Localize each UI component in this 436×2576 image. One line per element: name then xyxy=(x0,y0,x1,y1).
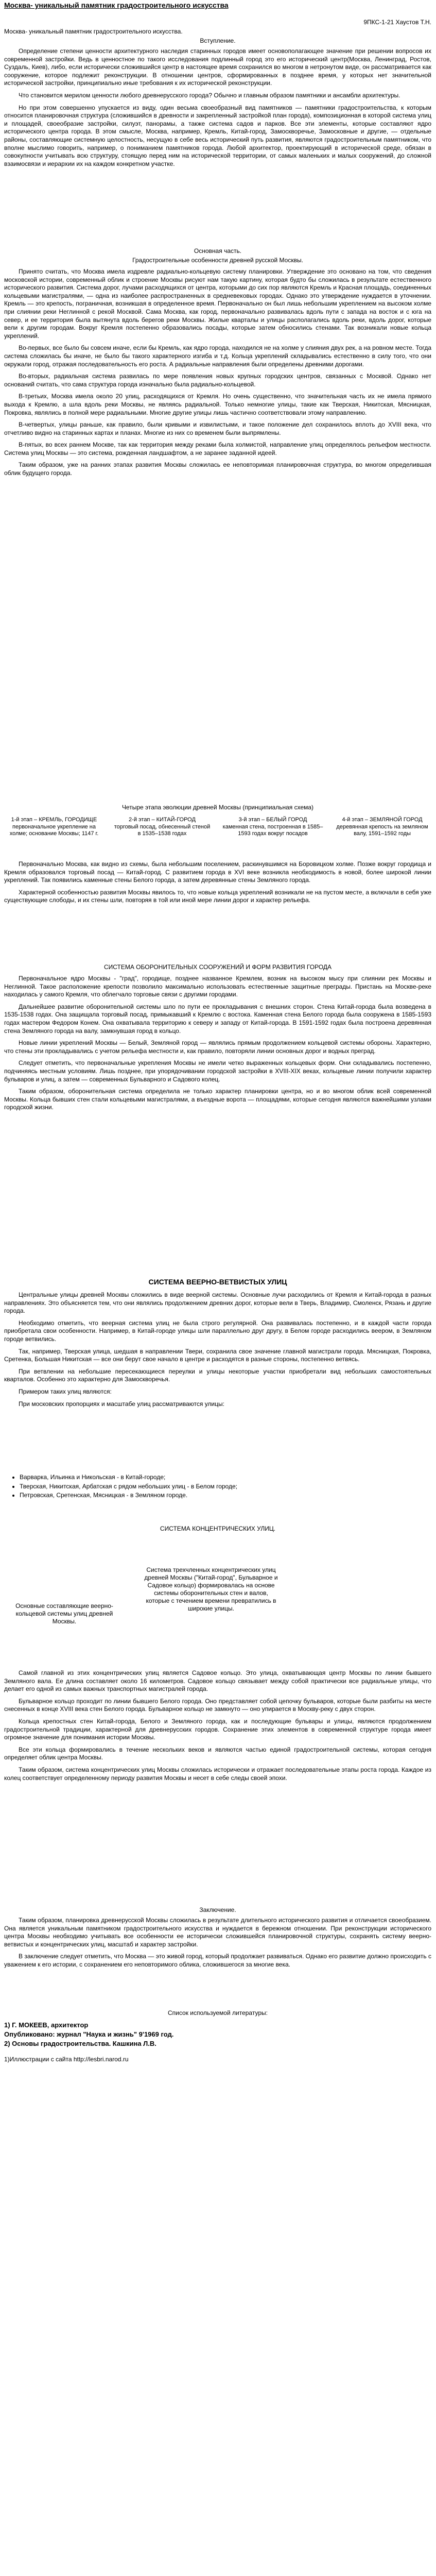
intro-paragraph: Но при этом совершенно упускается из виду, один весьма своеобразный вид памятников — памятники градостроительства, к которым относится планировочная структура (сложившийся в древности и закрепленный застройкой план города), композиционная в которой система улиц и площадей, своеобразие застройки, силуэт, панорамы, а также система садов и парков. Все эти элементы, которые составляют ядро исторического центра города. В этом смысле, Москва, например, Кремль, Китай-город, Замоскворечье, Замосковные и другие, — отдельные районы, составляющие системную целостность, несущую в себе весь исторический путь развития, являются градостроительным памятником, что вполне мыслимо говорить, например, о пониманием памятников города. Любой архитектор, проектирующий в исторической среде, обязан в совокупности учитывать всю структуру, стоящую перед ним на исторической территории, от самых маленьких и малых сооружений, до сложной взаимосвязи и иерархии их на каждом конкретном участке. xyxy=(4,104,431,167)
radial-paragraph: Необходимо отметить, что веерная система улиц не была строго регулярной. Она развивалась постепенно, и в каждой части города приобретала свои особенности. Например, в Китай-городе улицы шли параллельно друг другу, в Белом городе расходились веером, в Земляном городе ветвились. xyxy=(4,1319,431,1343)
intro-heading: Вступление. xyxy=(200,37,236,44)
reference-2: 2) Основы градостроительства. Кашкина Л.В. xyxy=(4,2040,156,2047)
concentric-left-label: Основные составляющие веерно-кольцевой системы улиц древней Москвы. xyxy=(15,1602,113,1625)
reference-1: 1) Г. МОКЕЕВ, архитектор xyxy=(4,2021,89,2029)
conclusion-body xyxy=(4,1917,431,1973)
concentric-paragraph: Таким образом, система концентрических улиц Москвы сложилась исторически и отражает последовательные этапы роста города. Каждое из колец соответствует определенному периоду развития Москвы и несет в себе следы своей эпохи. xyxy=(4,1766,431,1782)
main-paragraph: Принято считать, что Москва имела издревле радиально-кольцевую систему планировки. Утверждение это основано на том, что сведения московской истории, современный облик и строение Москвы рисуют нам такую картину, которая будто бы сложилась в результате естественного исторического развития. Система дорог, лучами расходящихся от центра, которыми до сих пор являются Кремль и Красная площадь, соединенных кольцевыми магистралями, — одна из наиболее распространенных в средневековых городах. Однако это утверждение нуждается в уточнении. Кремль — это крепость, пограничная, возникшая в определенное время. Первоначально он был лишь небольшим укреплением на высоком холме при слиянии реки Неглинной с рекой Москвой. Сама Москва, как город, первоначально развивалась вдоль пути с запада на восток и с юга на север, и ее территория была вытянута вдоль берегов реки Москвы. Жилые кварталы и улицы располагались вдоль реки, вдоль дорог, которые вели к другим городам. Вокруг Кремля постепенно образовались посады, которые затем обносились стенами. Так возникали новые кольца укреплений. xyxy=(4,268,431,340)
radial-paragraph: Так, например, Тверская улица, шедшая в направлении Твери, сохранила свое значение главной магистрали города. Мясницкая, Покровка, Сретенка, Большая Никитская — все они берут свое начало в центре и расходятся в разные стороны, постепенно ветвясь. xyxy=(4,1347,431,1363)
evolution-heading: Четыре этапа эволюции древней Москвы (принципиальная схема) xyxy=(121,804,314,811)
radial-paragraph: Центральные улицы древней Москвы сложились в виде веерной системы. Основные лучи расходились от Кремля и Китай-города в разных направлениях. Это объясняется тем, что они являлись продолжением древних дорог, которые вели в Тверь, Владимир, Смоленск, Рязань и другие города. xyxy=(4,1291,431,1315)
intro-body xyxy=(4,47,431,172)
stage-name: 1-й этап – КРЕМЛЬ, ГОРОДИЩЕ xyxy=(11,817,97,823)
evolution-paragraph: Характерной особенностью развития Москвы явилось то, что новые кольца укреплений возникали не на пустом месте, а включали в себя уже существующие слободы, и их стены шли, повторяя в той или иной мере линии дорог и характер рельефа. xyxy=(4,888,431,904)
list-item: • Тверская, Никитская, Арбатская с рядом небольших улиц - в Белом городе; xyxy=(20,1483,431,1491)
main-paragraph: В-третьих, Москва имела около 20 улиц, расходящихся от Кремля. Но очень существенно, что значительная часть их не имела прямого выхода к Кремлю, а шла вдоль реки Москвы, не являясь радиальной. Только немногие улицы, такие как Тверская, Никитская, Мясницкая, Покровка, являлись в полной мере радиальными. Многие другие улицы лишь частично соответствовали этому направлению. xyxy=(4,393,431,416)
defense-body xyxy=(4,975,431,1116)
intro-paragraph: Что становится мерилом ценности любого древнерусского города? Обычно и главным образом памятники и ансамбли архитектуры. xyxy=(19,91,400,99)
main-paragraph: В-четвертых, улицы раньше, как правило, были кривыми и извилистыми, и такое положение дел сохранилось вплоть до XVIII века, что отчетливо видно на старинных картах и планах. Многие из них со временем были выпрямлены. xyxy=(4,421,431,436)
defense-paragraph: Новые линии укреплений Москвы — Белый, Земляной город — являлись прямым продолжением кольцевой системы обороны. Характерно, что стены эти прокладывались с учетом рельефа местности и, как правило, повторяли линии основных дорог и водных преград. xyxy=(4,1039,431,1055)
stage-desc: каменная стена, построенная в 1585–1593 годах вокруг посадов xyxy=(222,823,323,837)
radial-list xyxy=(4,1473,431,1501)
references-heading: Список используемой литературы: xyxy=(168,2009,268,2016)
doc-title: Москва- уникальный памятник градостроительного искусства xyxy=(4,1,229,9)
doc-subtitle: Москва- уникальный памятник градостроительного искусства. xyxy=(4,28,183,35)
main-paragraph: В-пятых, во всех раннем Москве, так как территория между реками была холмистой, направление улиц определялось рельефом местности. Система улиц Москвы — это система, рожденная ландшафтом, а не заранее заданной идеей. xyxy=(4,441,431,456)
intro-paragraph: Определение степени ценности архитектурного наследия старинных городов имеет основополагающее значение при решении вопросов их современной застройки. Ведь в ценностное по такого исследования подлинный город это его исторический центр(Москва, Ленинград, Ростов, Суздаль, Киев), либо, если исторически сложившийся центр в настоящее время сохранился во многом в нетронутом виде, он рассматривается как сооружение, которое подлежит реконструкции. В отношении центров, сформированных в позднее время, у которых нет значительной исторической застройки, принципиально иные требования к их исторической реконструкции. xyxy=(4,47,431,87)
stage-name: 2-й этап – КИТАЙ-ГОРОД xyxy=(129,817,196,823)
defense-paragraph: Таким образом, оборонительная система определила не только характер планировки центра, но и во многом облик всей современной Москвы. Кольца бывших стен стали кольцевыми магистралями, а въездные ворота — площадями, которые сегодня являются важнейшими узлами городской жизни. xyxy=(4,1088,431,1111)
footnote: 1)Иллюстрации с сайта http://lesbri.narod.ru xyxy=(4,2056,129,2063)
main-paragraph: Во-вторых, радиальная система развилась по мере появления новых крупных городских центров, связанных с Москвой. Однако нет оснований считать, что сама структура города изначально была радиально-кольцевой. xyxy=(4,372,431,388)
main-paragraph: Таким образом, уже на ранних этапах развития Москвы сложилась ее неповторимая планировочная структура, во многом определившая облик будущего города. xyxy=(4,461,431,477)
concentric-paragraph: Бульварное кольцо проходит по линии бывшего Белого города. Оно представляет собой цепочку бульваров, которые были разбиты на месте снесенных в конце XVIII века стен Белого города. Бульварное кольцо не замкнуто — оно упирается в Москву-реку с двух сторон. xyxy=(4,1697,431,1713)
concentric-body xyxy=(4,1669,431,1786)
stage-4 xyxy=(335,817,430,838)
defense-paragraph: Следует отметить, что первоначальные укрепления Москвы не имели четко выраженных кольцевых форм. Они складывались постепенно, подчиняясь местным условиям. Лишь позднее, при упорядочивании городской застройки в XVIII-XIX веках, кольцевые линии получили характер бульваров и улиц, а затем — современных Бульварного и Садового колец. xyxy=(4,1059,431,1083)
stage-name: 3-й этап – БЕЛЫЙ ГОРОД xyxy=(238,817,307,823)
conclusion-paragraph: В заключение следует отметить, что Москва — это живой город, который продолжает развиваться. Однако его развитие должно происходить с уважением к его истории, с сохранением его неповторимого облика, сложившегося за многие века. xyxy=(4,1953,431,1968)
radial-paragraph: При ветвлении на небольшие пересекающиеся переулки и улицы некоторые участки приобретали вид небольших самостоятельных кварталов. Особенно это характерно для Замоскворечья. xyxy=(4,1367,431,1383)
concentric-heading: СИСТЕМА КОНЦЕНТРИЧЕСКИХ УЛИЦ. xyxy=(160,1525,276,1532)
stage-desc: торговый посад, обнесенный стеной в 1535–1538 годах xyxy=(114,823,211,837)
main-heading: Основная часть. xyxy=(194,247,242,255)
main-subheading: Градостроительные особенности древней русской Москвы. xyxy=(132,257,303,264)
defense-heading: СИСТЕМА ОБОРОНИТЕЛЬНЫХ СООРУЖЕНИЙ И ФОРМ РАЗВИТИЯ ГОРОДА xyxy=(103,963,332,971)
stage-desc: деревянная крепость на земляном валу, 1591–1592 годы xyxy=(336,823,428,837)
radial-paragraph: Примером таких улиц являются: xyxy=(19,1387,112,1395)
concentric-paragraph: Кольца крепостных стен Китай-города, Белого и Земляного города, как и последующие бульвары и улицы, являются продолжением градостроительной традиции, характерной для древнерусских городов. Сохранение этих элементов в современной структуре города имеет огромное значение для понимания истории Москвы. xyxy=(4,1717,431,1741)
conclusion-heading: Заключение. xyxy=(199,1906,236,1913)
radial-list-heading: При московских пропорциях и масштабе улиц рассматриваются улицы: xyxy=(19,1400,224,1408)
stage-3 xyxy=(221,817,324,838)
list-item: • Петровская, Сретенская, Мясницкая - в Земляном городе. xyxy=(20,1492,431,1500)
main-paragraph: Во-первых, все было бы совсем иначе, если бы Кремль, как ядро города, находился не на холме у слияния двух рек, а на ровном месте. Тогда система сложилась бы иначе, не было бы такого характерного изгиба и т.д. Кольца укреплений складывались естественно в силу того, что они окружали город, отражая последовательность его роста. А радиальные направления были определены древними дорогами. xyxy=(4,344,431,368)
stage-name: 4-й этап – ЗЕМЛЯНОЙ ГОРОД xyxy=(342,817,423,823)
defense-paragraph: Дальнейшее развитие оборонительной системы шло по пути ее прокладывания с внешних сторон. Стена Китай-города была возведена в 1535-1538 годах. Она защищала торговый посад, примыкавший к Кремлю с востока. Каменная стена Белого города была сооружена в 1585-1593 годах мастером Федором Конем. Она охватывала территорию к северу и западу от Китай-города. В 1591-1592 годах была построена деревянная стена Земляного города на валу, замкнувшая город в кольцо. xyxy=(4,1003,431,1035)
radial-heading: СИСТЕМА ВЕЕРНО-ВЕТВИСТЫХ УЛИЦ xyxy=(148,1278,287,1286)
evolution-paragraph: Первоначально Москва, как видно из схемы, была небольшим поселением, раскинувшимся на Боровицком холме. Позже вокруг городища и Кремля образовался торговый посад — Китай-город. С развитием города в XVI веке возникла необходимость в новой, более широкой линии укреплений. Так появились каменные стены Белого города, а затем деревянные стены Земляного города. xyxy=(4,860,431,884)
doc-meta: 9ПКС-1-21 Хаустов Т.Н. xyxy=(363,19,431,26)
stage-1 xyxy=(5,817,103,838)
defense-paragraph: Первоначальное ядро Москвы - "град", городище, позднее названное Кремлем, возник на высоком мысу при слиянии рек Москвы и Неглинной. Такое расположение крепости позволило максимально использовать естественные защитные преграды. Пристань на Москве-реке находилась у самого Кремля, что облегчало торговые связи с другими городами. xyxy=(4,975,431,998)
list-item: • Варварка, Ильинка и Никольская - в Китай-городе; xyxy=(20,1473,431,1482)
main-body xyxy=(4,268,431,482)
evolution-body xyxy=(4,860,431,909)
concentric-right-label: Система трехчленных концентрических улиц древней Москвы ("Китай-город", Бульварное и Садовое кольцо) формировалась на основе системы оборонительных стен и валов, которые с течением времени превратились в широкие улицы. xyxy=(144,1566,278,1612)
concentric-paragraph: Самой главной из этих концентрических улиц является Садовое кольцо. Это улица, охватывающая центр Москвы по линии бывшего Земляного вала. Ее длина составляет около 16 километров. Садовое кольцо связывает между собой практически все радиальные улицы, что делает его одной из самых важных транспортных магистралей города. xyxy=(4,1669,431,1693)
stage-desc: первоначальное укрепление на холме; основание Москвы; 1147 г. xyxy=(9,823,99,837)
conclusion-paragraph: Таким образом, планировка древнерусской Москвы сложилась в результате длительного исторического развития и отличается своеобразием. Она является уникальным памятником градостроительного искусства и нуждается в бережном отношении. При реконструкции исторического центра Москвы необходимо учитывать все особенности ее исторически сложившейся планировочной структуры, сохранять систему веерно-ветвистых и концентрических улиц, масштаб и характер застройки. xyxy=(4,1917,431,1948)
reference-1-source: Опубликовано: журнал "Наука и жизнь" 9'1969 год. xyxy=(4,2030,174,2038)
concentric-paragraph: Все эти кольца формировались в течение нескольких веков и являются частью единой градостроительной системы, которая сегодня определяет облик центра Москвы. xyxy=(4,1745,431,1761)
radial-body xyxy=(4,1291,431,1412)
stage-2 xyxy=(113,817,211,838)
